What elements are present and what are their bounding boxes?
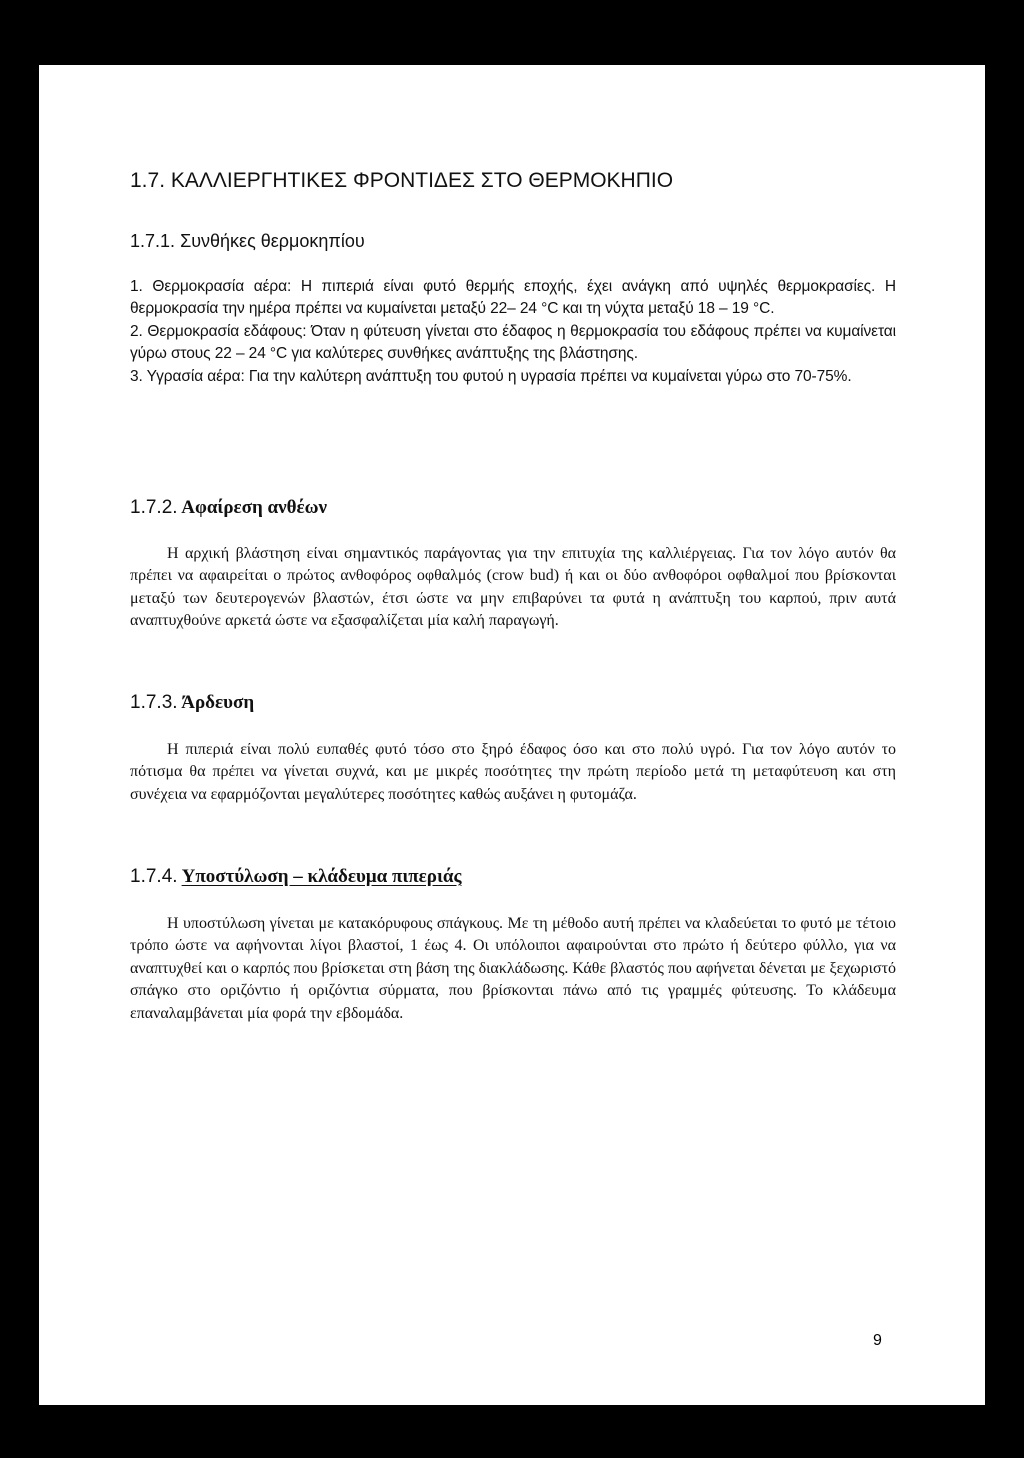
section-title: Συνθήκες θερμοκηπίου (180, 231, 365, 251)
section-heading-1-7-3 (130, 691, 254, 715)
section-heading-1-7-1 (130, 229, 365, 253)
section-number: 1.7.2. (130, 497, 178, 518)
document-page (39, 65, 985, 1405)
list-item-air-temperature: 1. Θερμοκρασία αέρα: Η πιπεριά είναι φυτό θερμής εποχής, έχει ανάγκη από υψηλές θερμοκρασίες. Η θερμοκρασία την ημέρα πρέπει να κυμαίνεται μεταξύ 22– 24 °C και τη νύχτα μεταξύ 18 – 19 °C. (130, 278, 896, 318)
section-title: Άρδευση (181, 692, 255, 713)
greenhouse-conditions-list (130, 276, 896, 388)
list-item-air-humidity: 3. Υγρασία αέρα: Για την καλύτερη ανάπτυξη του φυτού η υγρασία πρέπει να κυμαίνεται γύρω στο 70-75%. (130, 367, 852, 385)
section-number: 1.7.4. (130, 866, 178, 887)
section-heading-1-7-2 (130, 496, 327, 520)
section-title: Αφαίρεση ανθέων (181, 497, 327, 518)
paragraph-text: Η πιπεριά είναι πολύ ευπαθές φυτό τόσο στο ξηρό έδαφος όσο και στο πολύ υγρό. Για τον λόγο αυτόν το πότισμα θα πρέπει να γίνεται συχνά, και με μικρές ποσότητες την πρώτη περίοδο μετά τη μεταφύτευση και στη συνέχεια να εφαρμόζονται μεγαλύτερες ποσότητες καθώς αυξάνει η φυτομάζα. (130, 741, 896, 803)
page-number: 9 (873, 1332, 882, 1349)
section-number: 1.7.1. (130, 231, 176, 251)
section-heading-1-7-4 (130, 865, 461, 889)
list-item-soil-temperature: 2. Θερμοκρασία εδάφους: Όταν η φύτευση γίνεται στο έδαφος η θερμοκρασία του εδάφους πρέπει να κυμαίνεται γύρω στους 22 – 24 °C για καλύτερες συνθήκες ανάπτυξης της βλάστησης. (130, 322, 896, 363)
staking-pruning-paragraph (130, 913, 896, 1025)
section-title: Υποστύλωση – κλάδευμα πιπεριάς (181, 866, 462, 887)
paragraph-text: Η αρχική βλάστηση είναι σημαντικός παράγοντας για την επιτυχία της καλλιέργειας. Για τον λόγο αυτόν θα πρέπει να αφαιρείται ο πρώτος ανθοφόρος οφθαλμός (crow bud) ή και οι δύο ανθοφόροι οφθαλμοί που βρίσκονται μεταξύ των δευτερογενών βλαστών, έτσι ώστε να μην επιβαρύνει τα φυτά η ανάπτυξη του καρπού, πριν αυτά αναπτυχθούνε αρκετά ώστε να εξασφαλίζεται μία καλή παραγωγή. (130, 545, 896, 630)
chapter-title: 1.7. ΚΑΛΛΙΕΡΓΗΤΙΚΕΣ ΦΡΟΝΤΙΔΕΣ ΣΤΟ ΘΕΡΜΟΚΗΠΙΟ (130, 169, 674, 192)
irrigation-paragraph (130, 739, 896, 806)
flower-removal-paragraph (130, 543, 896, 633)
section-number: 1.7.3. (130, 692, 178, 713)
paragraph-text: Η υποστύλωση γίνεται με κατακόρυφους σπάγκους. Με τη μέθοδο αυτή πρέπει να κλαδεύεται το φυτό με τέτοιο τρόπο ώστε να αφήνονται λίγοι βλαστοί, 1 έως 4. Οι υπόλοιποι αφαιρούνται στο πρώτο ή δεύτερο φύλλο, για να αναπτυχθεί και ο καρπός που βρίσκεται στη βάση της διακλάδωσης. Κάθε βλαστός που αφήνεται δένεται με ξεχωριστό σπάγκο στο οριζόντιο ή οριζόντια σύρματα, που βρίσκονται πάνω από τις γραμμές φύτευσης. Το κλάδευμα επαναλαμβάνεται μία φορά την εβδομάδα. (130, 915, 896, 1022)
